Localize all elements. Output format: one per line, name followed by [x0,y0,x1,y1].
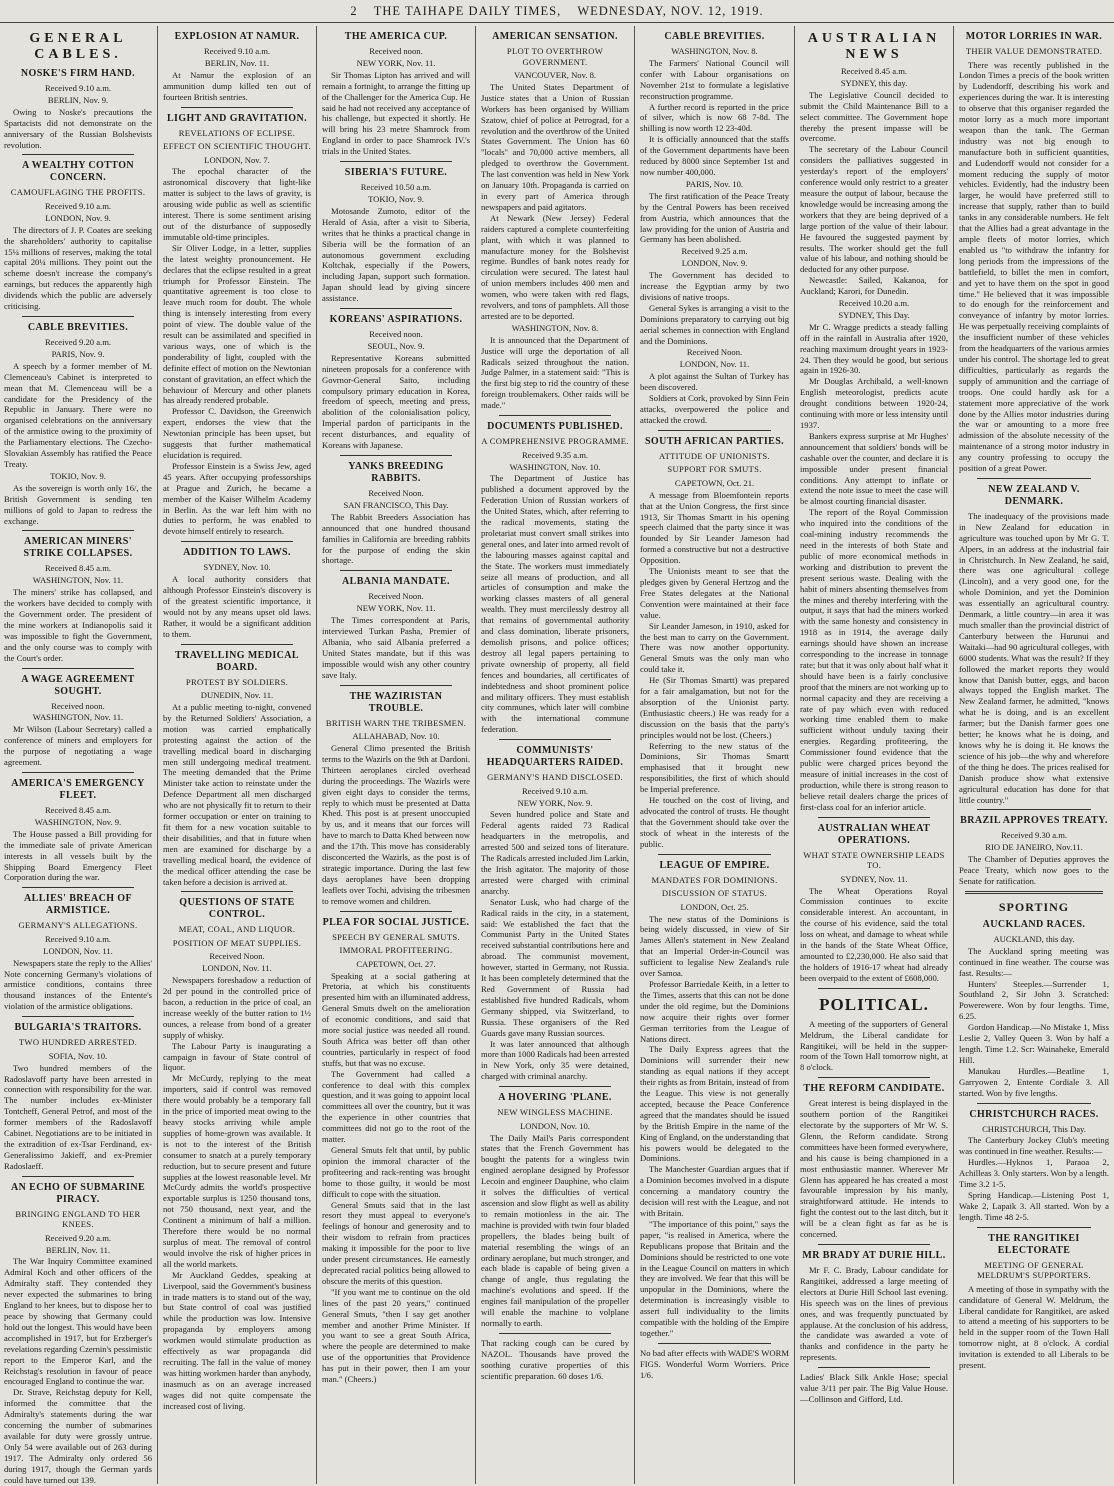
article-headline: AUSTRALIAN NEWS [807,31,941,62]
paragraph: Dr. Strave, Reichstag deputy for Kell, informed the committee that the Admiralty's statements during the war concerning the number of submarines available for duty were grossly untrue. Only 54 were available out of 263 during 1917. The Admiralty only ordered 56 during 1917, though the German yards could have turned out 139. [4,1387,152,1485]
paragraph: As the sovereign is worth only 16/, the British Government is sending ten millions of gold to Japan to redress the exchange. [4,482,152,526]
article-headline: KOREANS' ASPIRATIONS. [329,314,463,326]
article-headline: EXPLOSION AT NAMUR. [174,31,300,42]
article-headline: ALBANIA MANDATE. [342,576,450,588]
paragraph: The Rabbit Breeders Association has announced that one hundred thousand families in California are breeding rabbits for the purpose of ending the skin shortage. [322,511,470,566]
article-headline: MR BRADY AT DURIE HILL. [802,1250,946,1261]
article-headline: SPORTING [998,899,1070,914]
paragraph: A message from Bloemfontein reports that at the Union Congress, the first since 1913, Sir Thomas Smartt in his opening speech claimed that the party since it was founded by Sir Leander Jameson had formed a constructive but not a destructive Opposition. [640,489,789,566]
article-headline: GENERAL CABLES. [29,31,127,62]
paragraph: "If you want me to continue on the old lines of the past 20 years," continued General Smuts, "then I say get another member and another Prime Minister. If you want to see a great South Africa, where the people are determined to make use of the opportunities that Providence has put in their power, then I am your man." (Cheers.) [322,1286,470,1385]
article-headline: POLITICAL. [819,994,929,1014]
article-subheading: GERMANY'S HAND DISCLOSED. [487,772,623,783]
dateline: TOKIO, Nov. 9. [50,470,106,481]
dateline: BERLIN, Nov. 11. [204,57,270,68]
dateline: LONDON, Nov. 11. [43,945,113,956]
divider [22,772,134,773]
article-headline: A WAGE AGREEMENT SOUGHT. [21,673,135,697]
dateline: Received 8.45 a.m. [840,66,908,76]
paragraph: At Newark (New Jersey) Federal raiders captured a complete counterfeiting plant, with which it was planned to manufacture money for the Bolshevist regime. Bundles of bank notes ready for circulation were secured. The latest haul of union members includes 400 men and women, who were taken with red flags, revolvers, and tons of pamphlets. All those arrested are to be deported. [481,212,629,321]
dateline: Received 10.50 a.m. [360,182,432,193]
article-headline: BULGARIA'S TRAITORS. [14,1022,142,1034]
paragraph: Professor Barriedale Keith, in a letter to the Times, asserts that this can not be done under the old regime, but the Dominions now acquire their rights over former German territories from the League of Nations direct. [640,978,789,1044]
article-headline: THE RANGITIKEI ELECTORATE [988,1232,1080,1256]
paragraph: Mr McCurdy, replying to the meat importers, said if control was removed there would probably be a temporary fall in the price of imported meat owing to the heavy stocks arriving while ample supplies of home-grown was available. It is not to the interest of the British consumer to snatch at a purely temporary reduction, but to secure present and future supplies at the lowest reasonable level. Mr McCurdy admits the world's prospective exportable surplus is 1250 thousand tons, not 750 thousand, next year, and the Continent a minimum of half a million. Therefore there would be no normal surplus of meat. The removal of control would involve the risk of higher prices in all the world markets. [163,1073,311,1269]
paragraph: The Daily Express agrees that the Dominions will surrender their new standing as equal nations if they accept their rights as from Britain, instead of from the League. This view is not generally accepted, because the Peace Conference agreed that the mandates should be issued by the British Empire in the name of the King of England, on the understanding that his powers would be delegated to the Dominions. [640,1044,789,1164]
dateline: WASHINGTON, Nov. 8. [511,322,599,333]
dateline: Received 9.10 a.m. [44,200,112,211]
paragraph: The inadequacy of the provisions made in New Zealand for education in agriculture was touched upon by Mr G. T. Alpers, in an address at the industrial fair in Christchurch. In New Zealand, he said, there was one agricultural college (Lincoln), and a very good one, for the whole Dominion, and yet the Dominion was essentially an agricultural country. Denmark, a little country—in area it was much smaller than the provincial district of Canterbury between the Hurunui and Waitaki—had 90 agricultural colleges, with 6000 students. What was the result? If they followed the market reports they would know that Danish butter, eggs, and bacon always topped the English market. The New Zealand farmer, he admitted, "knows what he is doing, and is an excellent farmer; but the Danish farmer goes one better; he knows what he is doing, and knows why he is doing it. He knows the science of his job—the why and wherefore of the thing he does. The prices realised for Danish produce show what extensive agricultural education has done for that little country." [959,510,1109,805]
dateline: NEW YORK, Nov. 11. [356,57,436,68]
column-5 [640,26,789,1486]
divider [818,988,930,989]
divider [22,1016,134,1017]
dateline: LONDON, Nov. 11. [679,359,750,370]
dateline: Received Noon. [368,591,424,602]
divider [818,817,930,818]
paragraph: A local authority considers that although Professor Einstein's discovery is of the greatest scientific importance, it would not by any means upset old laws. Rather, it would be a significant addition to them. [163,574,311,639]
paragraph: Newspapers state the reply to the Allies' Note concerning Germany's violations of armistice conditions, contains three thousand instances of the Entente's violation of the armistice obligations. [4,957,152,1012]
paragraph: Newspapers foreshadow a reduction of 2d per pound in the controlled price of bacon, a reduction in the price of coal, an increase weekly of the butter ration to 1½ ounces, a release from bond of a greater supply of whisky. [163,975,311,1040]
divider [499,739,611,740]
divider [977,1103,1091,1104]
article-headline: COMMUNISTS' HEADQUARTERS RAIDED. [486,745,624,769]
paragraph: It was later announced that although more than 1000 Radicals had been arrested in New York, only 35 were detained, charged with criminal anarchy. [481,1038,629,1082]
dateline: TOKIO, Nov. 9. [368,193,424,204]
column-7 [959,26,1109,1486]
dateline: Received noon. [369,46,423,56]
dateline: LONDON, Nov. 10. [520,1120,590,1131]
article-headline: AUCKLAND RACES. [982,918,1086,930]
divider [818,1244,930,1245]
dateline: Received 9.20 a.m. [44,337,112,347]
divider [181,891,293,892]
paragraph: Referring to the new status of the Dominions, Sir Thomas Smartt emphasised that it brought new responsibilities, the first of which should be Imperial preference. [640,740,789,795]
divider [340,161,452,162]
masthead [0,0,1114,23]
divider [499,415,611,416]
dateline: CHRISTCHURCH, This Day. [982,1123,1086,1134]
article-subheading: EFFECT ON SCIENTIFIC THOUGHT. [163,141,311,152]
dateline: WASHINGTON, Nov. 11. [32,712,124,723]
dateline: RIO DE JANEIRO, Nov.11. [985,842,1083,853]
article-headline: LEAGUE OF EMPIRE. [659,859,770,871]
article-subheading: POSITION OF MEAT SUPPLIES. [172,937,302,948]
dateline: DUNEDIN, Nov. 11. [200,690,274,701]
divider [22,154,134,155]
paragraph: A meeting of the supporters of General Meldrum, the Liberal candidate for Rangitikei, will be held in the supper-room of the Town Hall tomorrow night, at 8 o'clock. [800,1018,948,1073]
dateline: Received noon. [369,329,423,340]
paragraph: The epochal character of the astronomical discovery that light-like matter is subject to the laws of gravity, is arousing wide public as well as scientific interest. There is some sentiment arising out of the disturbance of supposedly immutable old-time principles. [163,166,311,242]
article-headline: NOSKE'S FIRM HAND. [20,68,136,79]
advertisement: Ladies' Black Silk Ankle Hose; special value 3/11 per pair. The Big Value House.—Collinson and Gifford, Ltd. [800,1372,948,1404]
paragraph: The House passed a Bill providing for the immediate sale of private American interests in all vessels built by the Shipping Board Emergency Fleet Corporation during the war. [4,828,152,883]
dateline: SEOUL, Nov. 9. [367,340,425,351]
article-headline: SOUTH AFRICAN PARTIES. [644,435,785,447]
advertisement: No bad after effects with WADE'S WORM FIGS. Wonderful Worm Worriers. Price 1/6. [640,1347,789,1380]
paragraph: Mr Douglas Archibald, a well-known English meteorologist, predicts acute drought conditions between 1920-24, continuing with more or less intensity until 1937. [800,376,948,430]
dateline: NEW YORK, Nov. 11. [356,603,436,614]
divider [818,1367,930,1368]
article-headline: NEW ZEALAND V. DENMARK. [988,483,1080,507]
paragraph: Sir Thomas Lipton has arrived and will remain a fortnight, to arrange the fitting up of the Challenger for the America Cup. He said he had not received any acceptance of his challenge, but expected it shortly. He will bring his 23 metre Shamrock from England in order to pace Shamrock IV.'s trials in the United States. [322,69,470,157]
article-headline: PLEA FOR SOCIAL JUSTICE. [322,916,470,928]
article-headline: ADDITION TO LAWS. [183,547,291,559]
dateline: LONDON, Nov. 9. [681,258,748,269]
paragraph: The Manchester Guardian argues that if a Dominion becomes involved in a dispute concerning a mandatory country the decision will rest with the League, and not with Britain. [640,1164,789,1218]
paragraph: Spring Handicap.—Listening Post 1, Wake 2, Lapaik 3. All started. Won by a length. Time 48 2-5. [959,1189,1109,1222]
paragraph: Motosande Zumoto, editor of the Herald of Asia, after a visit to Siberia, writes that he thinks a practical change in Siberia will be the formation of an autonomous government excluding Koltchak, especially if the Powers, including Japan, support such formation. Japan should lead by giving sincere assistance. [322,205,470,304]
divider [977,809,1091,810]
article-headline: A WEALTHY COTTON CONCERN. [22,160,134,184]
article-subheading: MANDATES FOR DOMINIONS. [651,874,778,885]
paragraph: He touched on the cost of living, and advocated the control of trusts. He thought that the Government should take over the stock of wheat in the interests of the public. [640,795,789,849]
paragraph: Representative Koreans submitted nineteen proposals for a conference with Govrnor-General Saito, including compulsory primary education in Korea, freedom of speech, meeting and press, abolition of the colonialisation policy, Imperial pardon of participants in the recent disturbances, and equality of Koreans with Japanese. [322,352,470,451]
dateline: ALLAHABAD, Nov. 10. [352,731,440,742]
article-subheading: TWO HUNDRED ARRESTED. [18,1037,138,1048]
column-1 [4,26,152,1486]
divider [977,1227,1091,1228]
columns-area [0,26,1114,1486]
column-2 [163,26,311,1486]
paragraph: Mr Auckland Geddes, speaking at Liverpool, said the Government's business in trade matters is to stand out of the way, but State control of coal was justified while the production was low. Intensive propaganda by employers among workmen would stimulate production as effectively as war propaganda did recruiting. The fall in the value of money was hitting workmen harder than anybody, inasmuch as on an average increased wages did not quite compensate the increased cost of living. [163,1269,311,1411]
paragraph: The Department of Justice has published a document approved by the Federation Union of Russian workers of the United States, which, after referring to the radical movements, stating the proletariat must convert small strikes into general ones, and later into armed revolt of the labouring masses against capital and the State. The workers must immediately seize all means of production, and all articles of consumption and make the working classes masters of all general wealth. They must mercilessly destroy all that remains of governmental authority and class domination, liberate prisoners, demolish prisons, and police offices; destroy all legal papers pertaining to private ownership of property, all field fences and boundaries, all certificates of indebtedness and shoot prominent police and military officers. They must establish city communes, which later will combine with the international commune federation. [481,473,629,735]
dateline: Received 10.20 a.m. [838,298,910,309]
article-subheading: GERMANY'S ALLEGATIONS. [18,920,138,931]
divider [340,570,452,571]
dateline: Received Noon. [368,488,424,498]
paragraph: General Climo presented the British terms to the Wazirls on the 9th at Dardoni. Thirteen aeroplanes circled overhead during the proceedings. The Wazirls were given eight days to consider the terms, reply to which must be presented at Datta Khed. This post is at present unoccupied by us, and it means that our forces will have to march to Datta Khed between now and the 17th. This move has considerably disconcerted the Wazirls, as the post is of strategic importance. During the last few days aeroplanes have been dropping leaflets over Tochi, advising the tribesmen to remove women and children. [322,743,470,906]
paragraph: The new status of the Dominions is being widely discussed, in view of Sir James Allen's statement in New Zealand that an Imperial Order-in-Council was sufficient to legalise New Zealand's rule over Samoa. [640,913,789,979]
dateline: Received 9.20 a.m. [44,1232,112,1243]
dateline: Received 9.10 a.m. [44,933,112,944]
article-subheading: BRITISH WARN THE TRIBESMEN. [325,717,467,728]
dateline: WASHINGTON, Nov. 9. [34,816,122,827]
dateline: WASHINGTON, Nov. 10. [509,461,601,472]
paragraph: The War Inquiry Committee examined Admiral Koch and other officers of the Admiralty staff. They contended they never expected the submarines to bring England to her knees, but to dispose her to peace by showing that Germany could hold out the longest. This would have been accomplished in 1917, but for Erzberger's revelations regarding Czernin's pessimistic report to the Emperor Karl, and the Reichstag's resolution in favour of peace encouraged England to continue the war. [4,1256,152,1387]
dateline: SYDNEY, Nov. 11. [840,873,908,884]
paragraph: Hunters' Steeples.—Surrender 1, Southland 2, Sir John 3. Scratched: Powerewere. Won by four lengths. Time, 6.25. [959,978,1109,1022]
paragraph: Soldiers at Cork, provoked by Sinn Fein attacks, overpowered the police and attacked the crowd. [640,393,789,425]
column-rule [953,26,954,1484]
divider [181,107,293,108]
paragraph: The report of the Royal Commission who inquired into the conditions of the coal-mining industry recommends the need in the interests of both State and public of more economical methods in working and distribution to prevent the present serious waste. Dealing with the habit of miners absenting themselves from the mines and thereby interfering with the output, it says that had the miners worked with the same honesty and consistency in 1918 as in 1914, the average daily earnings should have shown an increase corresponding to the increase in tonnage rate; but that it was only about half what it should have been is a fairly conclusive proof that the miners are not working up to normal capacity and they are receiving a rate of pay which even with reduced working time enabled them to make sufficient without unduly taxing their energies. Regarding profiteering, the Commissioner found evidence that the public were charged prices beyond the measure of initial increases in the cost of production, while there is strong reason to believe retail dealers charge the prices of first-class coal for an inferior article. [800,507,948,812]
divider [499,1333,611,1334]
article-subheading: REVELATIONS OF ECLIPSE. [178,127,296,138]
article-headline: SIBERIA'S FUTURE. [344,167,448,179]
paragraph: A plot against the Sultan of Turkey has been discovered. [640,371,789,393]
paragraph: The United States Department of Justice states that a Union of Russian Workers has been organised by William Szatow, chief of police at Petrograd, for a revolution and the overthrow of the United States Government. The Union has 60 "locals" and 70,000 active members, all pledged to overthrow the Government. The last convention was held in New York on January 10th. Propaganda is carried on in every part of America through newspapers and paid agitators. [481,81,629,212]
dateline: SOFIA, Nov. 10. [48,1050,108,1061]
paragraph: The miners' strike has collapsed, and the workers have decided to comply with the Government order. The president of the mine workers at Indianopolis said it was impossible to fight the Government, and the only course was to comply with the Court's order. [4,587,152,663]
dateline: LONDON, Nov. 11. [202,963,272,974]
divider [22,887,134,888]
article-headline: TRAVELLING MEDICAL BOARD. [175,649,299,673]
column-rule [634,26,635,1484]
paragraph: The secretary of the Labour Council considers the palliatives suggested in yesterday's report of the employers' conference would only restrict to a greater measure the output of labour, because the knowledge would be increasing among the workers that they are being deprived of a large portion of the value of their labour. He favoured the suggested payment by results. The worker should get the full value of his labour, and nothing should be deducted for any other purpose. [800,144,948,275]
paragraph: Professor Einstein is a Swiss Jew, aged 45 years. After occupying professorships at Prague and Zurich, he became a member of the Kaiser Wilhelm Academy in Berlin. As the war left him with no duties to perform, he was enabled to devote himself entirely to research. [163,460,311,537]
article-subheading: SPEECH BY GENERAL SMUTS. [332,931,460,942]
dateline: CAPETOWN, Oct. 27. [356,958,436,969]
paragraph: Professor C. Davidson, the Greenwich expert, endorses the view that the Newtonian principle has been upset, but suggests that further mathematical elucidation is required. [163,406,311,460]
paragraph: A speech by a former member of M. Clemenceau's Cabinet is interpreted to mean that M. Clemenceau will be a candidate for the Presidency of the Republic in January. There were no organised celebrations on the anniversary of the armistice owing to the proximity of the Parliamentary elections. The Czecho-Slovakian Assembly has ratified the Peace Treaty. [4,360,152,469]
paragraph: The Chamber of Deputies approves the Peace Treaty, which now goes to the Senate for ratification. [959,854,1109,887]
article-headline: ALLIES' BREACH OF ARMISTICE. [24,893,132,917]
dateline: Received 8.45 a.m. [44,563,112,574]
dateline: Received 9.10 a.m. [203,46,271,56]
paragraph: Manukau Hurdles.—Beatline 1, Garryowen 2, Entente Cordiale 3. All started. Won by five lengths. [959,1065,1109,1098]
article-headline: QUESTIONS OF STATE CONTROL. [179,897,295,921]
article-subheading: PLOT TO OVERTHROW GOVERNMENT. [506,46,604,67]
divider [340,308,452,309]
dateline: Received 8.45 a.m. [44,805,112,815]
article-headline: BRAZIL APPROVES TREATY. [960,815,1108,827]
dateline: SYDNEY, Nov. 10. [203,562,271,573]
article-headline: AUSTRALIAN WHEAT OPERATIONS. [817,822,931,846]
dateline: Received 9.35 a.m. [521,449,589,460]
paragraph: At Namur the explosion of an ammunition dump killed ten out of fourteen British sentries. [163,69,311,102]
paragraph: Mr F. C. Brady, Labour candidate for Rangitikei, addressed a large meeting of electors at Durie Hill School last evening. His speech was on the lines of previous ones, and was frequently punctuated by applause. At the conclusion of his address, the candidate was awarded a vote of thanks and confidence in the party he represents. [800,1265,948,1363]
paragraph: Great interest is being displayed in the southern portion of the Rangitikei electorate by the supporters of Mr W. S. Glenn, the Reform candidate. Strong committees have been formed everywhere, and his cause is being championed in a most enthusiastic manner. Wherever Mr Glenn has appeared he has created a most favourable impression by his manly, straightforward attitude. He intends to fight the contest out to the last ditch, but it will be a clean fight as far as he is concerned. [800,1098,948,1240]
article-headline: MOTOR LORRIES IN WAR. [965,31,1103,42]
dateline: BERLIN, Nov. 9. [47,94,109,105]
dateline: LONDON, Nov. 9. [45,212,111,223]
dateline: SAN FRANCISCO, This Day. [343,499,449,510]
divider [658,430,771,431]
paragraph: The Government had called a conference to deal with this complex question, and it was going to appoint local committees all over the country, but it was the experience in other countries that committees did not go to the root of the matter. [322,1068,470,1145]
paragraph: Owing to Noske's precautions the Spartacists did not demonstrate on the anniversary of the Russian Bolshevists revolution. [4,106,152,150]
paragraph: The Government has decided to increase the Egyptian army by two divisions of native troops. [640,270,789,302]
paragraph: Sir Oliver Lodge, in a letter, supplies the latest weighty pronouncement. He declares that the eclipse resulted in a great triumph for Professor Einstein. The quantitative agreement is too close to leave much room for doubt. The whole thing is intensely interesting from every point of view. The double value of the result can be assimilated and specified in various ways, one of which is the ponderability of light, coupled with the definite effect of motion on the Newtonian constant of gravitation, an effect which the behaviour of Mercury and other planets has already rendered probable. [163,242,311,406]
dateline: Received 9.30 a.m. [1000,830,1068,841]
dateline: Received 9.10 a.m. [521,785,589,796]
advertisement: That racking cough can be cured by NAZOL. Thousands have proved the soothing curative properties of this scientific preparation. 60 doses 1/6. [481,1337,629,1381]
column-3 [322,26,470,1486]
paragraph: Gordon Handicap.—No Mistake 1, Miss Leslie 2, Valley Queen 3. Won by half a length. Time 1.2. Scr: Wainaheke, Emerald Hill. [959,1022,1109,1065]
article-subheading: WHAT STATE OWNERSHIP LEADS TO. [803,849,945,871]
article-headline: AN ECHO OF SUBMARINE PIRACY. [10,1181,146,1205]
paragraph: There was recently published in the London Times a precis of the book written by Ludendorff, describing his work and experiences during the war. It is interesting to observe that this organiser regarded the motor lorry as a much more important weapon than the tank. The German industry was not big enough to manufacture both in sufficient quantities, and Ludendorff would not consider for a moment reducing the supply of motor vehicles. Evidently, had the industry been larger, he would have preferred still to increase that supply, rather than to build tanks in any considerable numbers. He felt that the Allies had a great advantage in the ample fleets of motor lorries, which enabled us "to withdraw the infantry for long periods from the impressions of the battlefield, to billet the men in comfort, and yet to have them on the spot in good time." He believed that it was impossible to do enough for the reinforcement and conveyance of infantry by motor lorries. He was perpetually receiving complaints of the insufficient number of these vehicles from the headquarters of the various armies under his control. The shortage led to great difficulties, particularly as regards the supply of ammunition and the carriage of troops. One could hardly ask for a statement more appreciative of the work done by the Allies motor industries during the war or amounting to a more free admission of the absolute necessity of the maintenance of a strong motor industry in any country professing to occupy the position of a great Power. [959,59,1109,474]
article-subheading: MEAT, COAL, AND LIQUOR. [178,924,296,935]
paragraph: The Labour Party is inaugurating a campaign in favour of State control of liquor. [163,1040,311,1073]
paragraph: The directors of J. P. Coates are seeking the shareholders' authority to capitalise 15¼ millions of reserves, making the total capital 20¼ millions. They point out the scheme doesn't increase the company's earnings, but reduces the apparently high dividends which the public are adversely criticising. [4,224,152,312]
issue-date: WEDNESDAY, NOV. 12, 1919. [577,4,764,18]
dateline: WASHINGTON, Nov. 8. [671,46,758,56]
dateline: AUCKLAND, this day. [993,933,1075,944]
article-headline: AMERICA'S EMERGENCY FLEET. [11,778,145,801]
paragraph: General Smuts felt that until, by public opinion the immoral character of the profiteering and rack-renting was brought home to those guilty, it would be most difficult to cope with the situation. [322,1145,470,1199]
paragraph: Bankers express surprise at Mr Hughes' announcement that soldiers' bonds will be cashable over the counter, and declare it is impossible under present financial conditions. Any attempt to inflate or extend the note issue to meet the case will be almost courting financial disaster. [800,430,948,507]
article-headline: AMERICAN MINERS' STRIKE COLLAPSES. [23,536,133,560]
article-headline: CABLE BREVITIES. [664,31,765,42]
paragraph: It is announced that the Department of Justice will urge the deportation of all Radicals seized throughout the nation. Judge Palmer, in a statement said: "This is the first big step to rid the country of these foreign troublemakers. Other raids will be made." [481,334,629,411]
column-4 [481,26,629,1486]
column-rule [475,26,476,1484]
divider [22,316,134,317]
article-headline: AMERICAN SENSATION. [492,31,618,42]
article-subheading: A COMPREHENSIVE PROGRAMME. [481,436,629,447]
article-subheading: CAMOUFLAGING THE PROFITS. [10,187,146,198]
article-headline: DOCUMENTS PUBLISHED. [487,421,623,433]
column-rule [157,26,158,1484]
page-number: 2 [350,4,358,18]
paragraph: The Unionists meant to see that the pledges given by General Hertzog and the Free States delegates at the National Convention were maintained at their face value. [640,566,789,620]
paragraph: A meeting of those in sympathy with the candidature of General W. Meldrum, the Liberal candidate for Rangitikei, are asked to attend a meeting of his supporters to be held in the supper room of the Town Hall tomorrow night, at 8 o'clock. A cordial invitation is extended to all Liberals to be present. [959,1283,1109,1371]
paragraph: General Sykes is arranging a visit to the Dominions preparatory to carrying out big aerial schemes in connection with England and the Dominions. [640,302,789,346]
article-headline: YANKS BREEDING RABBITS. [348,461,444,484]
paragraph: Senator Lusk, who had charge of the Radical raids in the city, in a statement, said: We established the fact that the Communist Party in the United States received substantial contributions here and abroad. The communist movement, however, started in Germany, not Russia. It has been completely determined that the Red Government of Russia had established five hundred Radicals, whom Germany shipped, via Switzerland, to Russia. These organisers of the Red Guards gave many Russian sources. [481,896,629,1038]
paragraph: Speaking at a social gathering at Pretoria, at which his constituents presented him with an illuminated address, General Smuts dwelt on the amelioration of economic conditions, and said that more social justice was needed all round. South Africa was better off than other countries, particularly in respect of food stuffs, but that was no excuse. [322,970,470,1068]
dateline: Received 9.25 a.m. [681,246,748,257]
paragraph: Hurdles.—Hyknos 1, Paraoa 2, Achilleas 3. Only starters. Won by a length. Time 3.2 1-5. [959,1157,1109,1190]
dateline: VANCOUVER, Nov. 8. [513,70,597,80]
dateline: Received 9.10 a.m. [44,83,112,93]
article-headline: THE WAZIRISTAN TROUBLE. [349,690,443,714]
article-subheading: BRINGING ENGLAND TO HER KNEES. [15,1208,141,1230]
dateline: BERLIN, Nov. 11. [45,1244,111,1255]
paragraph: The Times correspondent at Paris, interviewed Turkan Pasha, Premier of Albania, who said Albania preferred a United States mandate, but if this was impossible would wish any other country save Italy. [322,615,470,680]
paper-title: THE TAIHAPE DAILY TIMES, [373,4,562,18]
divider [22,530,134,531]
article-subheading: SUPPORT FOR SMUTS. [667,464,762,475]
divider [340,911,452,912]
paragraph: Mr C. Wragge predicts a steady falling off in the rainfall in Australia after 1920, reaching maximum drought years in 1923-24. Then they would be good, but serious again in 1926-30. [800,321,948,376]
column-6 [800,26,948,1486]
paragraph: It is officially announced that the staffs of the Government departments have been reduced by 8000 since September 1st and now number 400,000. [640,134,789,177]
divider [340,685,452,686]
dateline: LONDON, Oct. 25. [680,901,749,912]
paragraph: At a public meeting to-night, convened by the Returned Soldiers' Association, a motion was carried emphatically protesting against the action of the travelling medical board in discharging men still undergoing medical treatment. The meeting demanded that the Prime Minister take action to reinstate under the Defence Department all men discharged who are not physically fit to return to their former occupation or enter on training to fit them for a new vocation suitable to their disabilities, and that in future when men are examined for discharge by a travelling medical board, the evidence of the medical officer attending the case be taken before a decision is arrived at. [163,702,311,887]
divider [818,1077,930,1078]
dateline: CAPETOWN, Oct. 21. [674,477,755,488]
dateline: PARIS, Nov. 10. [685,178,744,189]
paragraph: The Auckland spring meeting was continued in fine weather. The course was fast. Results:— [959,945,1109,978]
article-subheading: ATTITUDE OF UNIONISTS. [659,450,770,461]
dateline: NEW YORK, Nov. 9. [517,797,593,808]
paragraph: The Wheat Operations Royal Commission continues to excite considerable interest. An accountant, in the course of his evidence, said the total loss on wheat, and damage to wheat while in the hands of the State Wheat Office, amounted to £2,230,000. He also said that the holders of 1916-17 wheat had already been overpaid to the extent of £608,000. [800,885,948,983]
divider [965,891,1103,894]
divider [181,644,293,645]
paragraph: The Farmers' National Council will confer with Labour organisations on November 21st to formulate a legislative reconstruction programme. [640,57,789,101]
article-headline: THE REFORM CANDIDATE. [803,1083,945,1095]
article-subheading: DISCUSSION OF STATUS. [661,888,768,899]
divider [977,478,1091,479]
dateline: PARIS, Nov. 9. [51,348,105,359]
divider [181,541,293,542]
dateline: SYDNEY, this day. [840,77,908,88]
paragraph: The Legislative Council decided to submit the Child Maintenance Bill to a select committee. The Government hope thereby the present impasse will be overcome. [800,89,948,144]
paragraph: The Daily Mail's Paris correspondent states that the French Government has bought the patents for a wingless twin engined aeroplane designed by Professor Lecoin and engineer Dauphine, who claim it solves the difficulties of vertical ascension and slow flight as well as ability to remain motionless in the air. The machine is provided with twin four bladed propellers, the blades being built of material resembling the wings of an ordinary aeroplane, but much stronger, and each blade is capable of being given a change of angle, thus regulating the machine's evolutions and speed. If the engines fail manipulation of the propeller will enable the machine to volplane normally to earth. [481,1132,629,1328]
divider [22,668,134,669]
article-subheading: MEETING OF GENERAL MELDRUM'S SUPPORTERS. [977,1259,1091,1281]
column-rule [794,26,795,1484]
article-headline: LIGHT AND GRAVITATION. [166,112,308,124]
divider [499,1086,611,1087]
paragraph: Two hundred members of the Radoslavoff party have been arrested in connection with responsibility for the war. The number includes ex-Minister Tontcheff, General Petrof, and most of the former members of the Radoslavoff Cabinet. Negotiations are to be initiated in the extradition of ex-Tsar Ferdinand, ex-Generalissimo Jakieff, and ex-Premier Radoslaeff. [4,1062,152,1171]
article-headline: CABLE BREVITIES. [27,322,129,333]
divider [22,1176,134,1177]
paragraph: General Smuts said that in the last resort they must appeal to everyone's feelings of honour and generosity and to their wisdom to refrain from practices making it impossible for the poor to live under present circumstances. He earnestly deprecated racial politics being allowed to obscure the merits of this question. [322,1199,470,1286]
divider [658,1343,771,1344]
article-subheading: IMMORAL PROFITEERING. [339,945,453,956]
dateline: WASHINGTON, Nov. 11. [32,575,124,586]
paragraph: The Canterbury Jockey Club's meeting was continued in fine weather. Results:— [959,1135,1109,1157]
paragraph: Newcastle: Sailed, Kakanoa, for Auckland; Karori, for Dunedin. [800,275,948,297]
article-headline: A HOVERING 'PLANE. [498,1092,612,1104]
dateline: Received Noon. [209,951,265,962]
paragraph: Sir Leander Jameson, in 1910, asked for the best man to carry on the Government. There was now another opportunity. General Smuts was the only man who could take it. [640,620,789,675]
dateline: SYDNEY, This Day. [838,309,910,320]
paragraph: Seven hundred police and State and Federal agents raided 73 Radical headquarters in the metropolis, and arrested 500 and seized tons of literature. The Radicals arrested included Jim Larkin, the Irish agitator. The majority of those arrested were charged with criminal anarchy. [481,809,629,896]
article-subheading: PROTEST BY SOLDIERS. [185,676,289,687]
article-headline: THE AMERICA CUP. [344,31,448,42]
paragraph: A further record is reported in the price of silver, which is now 68 7-8d. The shilling is now worth 12 23-40d. [640,101,789,134]
dateline: Received noon. [51,700,105,711]
article-subheading: THEIR VALUE DEMONSTRATED. [965,46,1103,56]
dateline: LONDON, Nov. 7. [204,154,270,165]
dateline: Received Noon. [686,347,743,358]
paragraph: The first ratification of the Peace Treaty by the Central Powers has been received from Austria, which announces that the law providing for the union of Austria and Germany has been abolished. [640,190,789,245]
article-headline: CHRISTCHURCH RACES. [969,1108,1099,1120]
column-rule [316,26,317,1484]
paragraph: "The importance of this point," says the paper, "is realised in America, where the Republicans propose that Britain and the Dominions should be restricted to one vote in the League Council on matters in which they are involved. We fear that this will be unpopular in the Dominions, where the determination is increasingly visible to assert full individuality to the limits compatible with the holding of the Empire together." [640,1218,789,1338]
paragraph: Mr Wilson (Labour Secretary) called a conference of miners and employers for the purpose of negotiating a wage agreement. [4,724,152,768]
divider [658,854,771,855]
article-subheading: NEW WINGLESS MACHINE. [497,1107,613,1118]
divider [340,455,452,456]
paragraph: He (Sir Thomas Smartt) was prepared for a fair amalgamation, but not for the absorption of the Unionist party. (Enthusiastic cheers.) He was ready for a discussion on the basis that the party's principles would not be lost. (Cheers.) [640,675,789,740]
